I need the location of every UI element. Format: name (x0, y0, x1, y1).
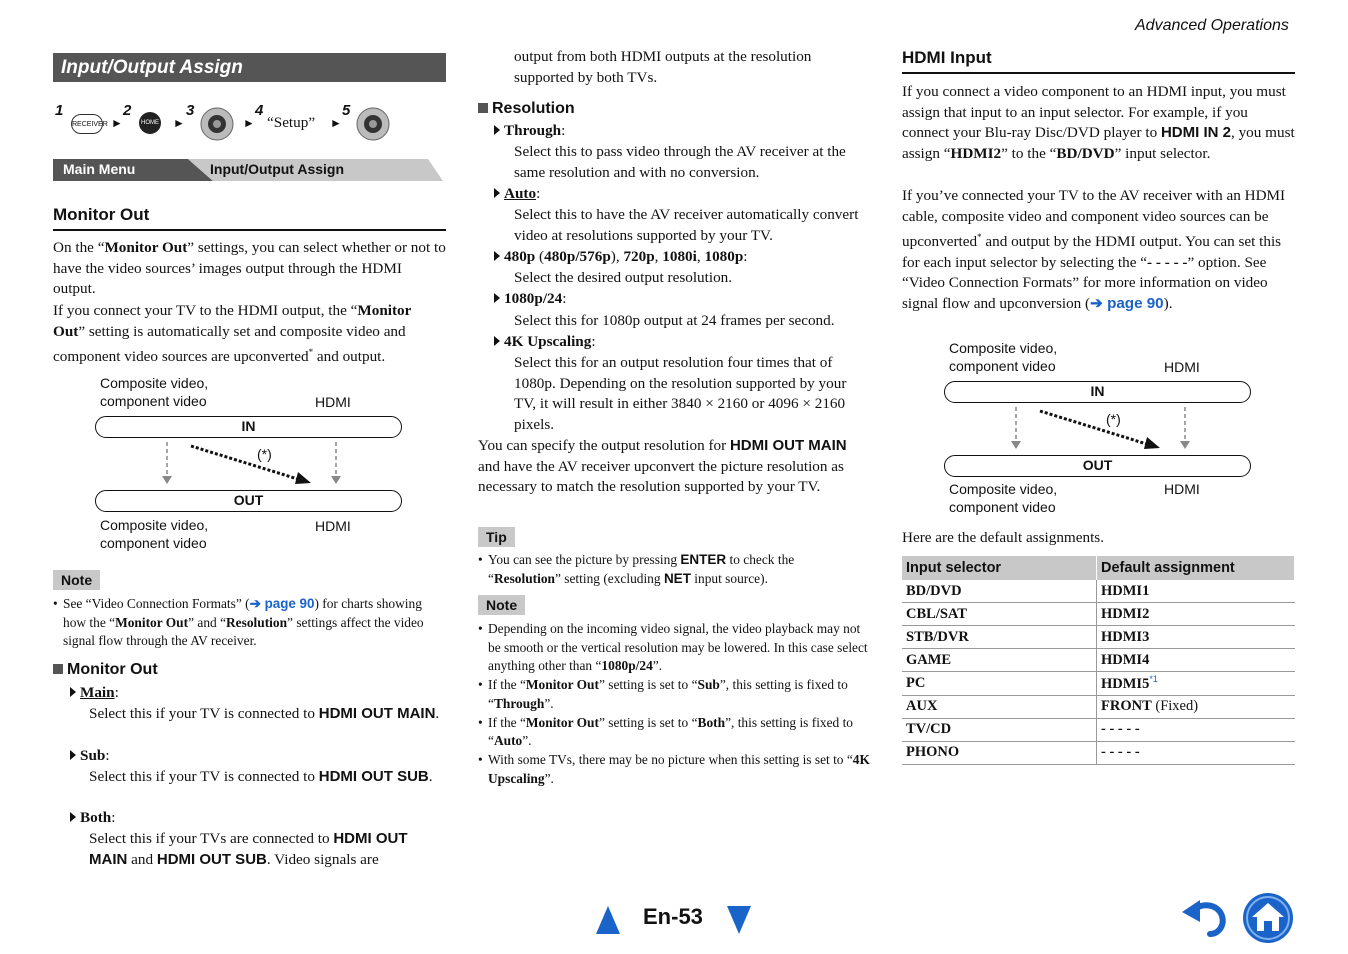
up-arrow-icon (596, 906, 620, 934)
option-sub: Sub: (70, 746, 110, 767)
monitor-out-heading: Monitor Out (53, 205, 150, 224)
section-title: Input/Output Assign (53, 53, 446, 82)
step-sequence (55, 102, 455, 142)
table-row: PHONO - - - - - (902, 741, 1295, 764)
signal-diagram (95, 374, 405, 554)
diagram-out-bar: OUT (944, 455, 1251, 477)
tip-label: Tip (478, 527, 515, 547)
note-label: Note (53, 570, 100, 590)
table-row: CBL/SAT HDMI2 (902, 603, 1295, 626)
note-label-2: Note (478, 595, 525, 615)
down-arrow-icon (727, 906, 751, 934)
diagram-bottom-left-label: Composite video, component video (100, 517, 209, 551)
option-through: Through: (494, 121, 565, 142)
breadcrumb (53, 159, 443, 183)
table-row: AUX FRONT (Fixed) (902, 695, 1295, 718)
page-90-link[interactable]: ➔ page 90 (1090, 295, 1164, 313)
note-item: • Depending on the incoming video signal, the video playback may not be smooth or the vertical resolution may be lowered. In this case select anything other than “1080p/24”. (478, 620, 870, 676)
table-row: BD/DVD HDMI1 (902, 580, 1295, 603)
both-desc-continued: output from both HDMI outputs at the resolution supported by both TVs. (514, 48, 812, 86)
arrow-right-icon: ► (111, 116, 123, 130)
breadcrumb-main: Main Menu (63, 161, 136, 177)
default-assignment-table (902, 556, 1295, 765)
step-number: 5 (342, 102, 351, 119)
diagram-bottom-right-label: HDMI (1164, 481, 1200, 497)
option-resolutions: 480p (480p/576p), 720p, 1080i, 1080p: (494, 247, 748, 268)
table-header-row (902, 556, 1295, 580)
step-number: 4 (255, 102, 264, 119)
tip-list (478, 551, 868, 588)
diagram-upconvert-mark: (*) (1106, 411, 1121, 427)
diagram-top-left-label: Composite video, component video (100, 375, 209, 409)
option-both-desc: Select this if your TVs are connected to HDMI OUT MAIN and HDMI OUT SUB. Video signals are (89, 830, 408, 868)
tip-item: • You can see the picture by pressing ENTER to check the “Resolution” setting (excluding NET input source). (478, 551, 868, 588)
square-bullet-icon (478, 103, 488, 113)
monitor-out-paragraph-2: If you connect your TV to the HDMI output, the “Monitor Out” setting is automatically set and composite video and component video sources are upconverted* and output. (53, 302, 412, 366)
option-auto-desc: Select this to have the AV receiver automatically convert video at resolutions supported by your TV. (514, 206, 859, 244)
note-list-2 (478, 620, 870, 788)
note-item: • With some TVs, there may be no picture when this setting is set to “4K Upscaling”. (478, 751, 870, 788)
table-row: STB/DVR HDMI3 (902, 626, 1295, 649)
next-page-button[interactable] (727, 906, 751, 934)
triangle-bullet-icon (494, 251, 500, 261)
option-4k: 4K Upscaling: (494, 332, 596, 353)
note-item: • If the “Monitor Out” setting is set to “Sub”, this setting is fixed to “Through”. (478, 676, 870, 713)
previous-page-button[interactable] (596, 906, 620, 934)
option-auto: Auto: (494, 184, 540, 205)
step-number: 2 (123, 102, 132, 119)
diagram-out-bar: OUT (95, 490, 402, 512)
resolution-paragraph: You can specify the output resolution for HDMI OUT MAIN and have the AV receiver upconvert the picture resolution as necessary to match the resolution supported by your TV. (478, 437, 847, 496)
monitor-out-paragraph-1: On the “Monitor Out” settings, you can select whether or not to have the video sources’ images output through the HDMI output. (53, 239, 446, 298)
diagram-in-bar: IN (944, 381, 1251, 403)
diagram-in-bar: IN (95, 416, 402, 438)
option-resolutions-desc: Select the desired output resolution. (514, 269, 733, 286)
table-header: Default assignment (1097, 556, 1295, 580)
option-main-desc: Select this if your TV is connected to HDMI OUT MAIN. (89, 705, 440, 722)
hdmi-input-paragraph-2: If you’ve connected your TV to the AV receiver with an HDMI cable, composite video and component video sources can be upconverted* and output by the HDMI output. You can set this for each input selector by selecting the “- - - - -” option. See “Video Connection Formats” for more information on video signal flow and upconversion (➔ page 90). (902, 187, 1286, 313)
receiver-button-icon: RECEIVER (71, 114, 103, 134)
monitor-out-subheading: Monitor Out (53, 661, 158, 679)
diagram-upconvert-mark: (*) (257, 446, 272, 462)
diagram-top-right-label: HDMI (315, 394, 351, 410)
home-icon (1242, 892, 1294, 944)
signal-diagram (944, 339, 1254, 519)
option-sub-desc: Select this if your TV is connected to HDMI OUT SUB. (89, 768, 433, 785)
triangle-bullet-icon (70, 812, 76, 822)
triangle-bullet-icon (70, 687, 76, 697)
chapter-title: Advanced Operations (1135, 17, 1289, 34)
diagram-top-left-label: Composite video, component video (949, 340, 1058, 374)
note-item: • If the “Monitor Out” setting is set to “Both”, this setting is fixed to “Auto”. (478, 714, 870, 751)
heading-rule (902, 72, 1295, 74)
cursor-pad-icon (356, 107, 390, 141)
diagram-bottom-left-label: Composite video, component video (949, 481, 1058, 515)
triangle-bullet-icon (494, 293, 500, 303)
triangle-bullet-icon (70, 750, 76, 760)
diagram-top-right-label: HDMI (1164, 359, 1200, 375)
step-number: 3 (186, 102, 195, 119)
arrow-right-icon: ► (243, 116, 255, 130)
arrow-right-icon: ► (173, 116, 185, 130)
option-through-desc: Select this to pass video through the AV receiver at the same resolution and with no conversion. (514, 143, 846, 181)
setup-label: “Setup” (267, 114, 316, 131)
hdmi-input-paragraph-1: If you connect a video component to an HDMI input, you must assign that input to an input selector. For example, if you connect your Blu-ray Disc/DVD player to HDMI IN 2, you must assign “HDMI2” to the “BD/DVD” input selector. (902, 83, 1295, 162)
diagram-bottom-right-label: HDMI (315, 518, 351, 534)
triangle-bullet-icon (494, 125, 500, 135)
page-number: En-53 (643, 904, 703, 929)
back-icon (1180, 896, 1228, 938)
table-row: GAME HDMI4 (902, 649, 1295, 672)
hdmi-input-heading: HDMI Input (902, 48, 992, 67)
triangle-bullet-icon (494, 336, 500, 346)
home-button-icon: HOME (139, 112, 161, 134)
arrow-right-icon: ► (330, 116, 342, 130)
cursor-pad-icon (200, 107, 234, 141)
footnote-link[interactable]: *1 (1149, 674, 1158, 684)
home-button[interactable] (1242, 892, 1294, 944)
breadcrumb-sub: Input/Output Assign (210, 161, 345, 177)
back-button[interactable] (1180, 896, 1228, 938)
option-both: Both: (70, 808, 115, 829)
page-90-link[interactable]: ➔ page 90 (249, 596, 315, 611)
option-1080p24-desc: Select this for 1080p output at 24 frames per second. (514, 312, 835, 329)
resolution-heading: Resolution (478, 100, 575, 118)
note-item: • See “Video Connection Formats” (➔ page 90) for charts showing how the “Monitor Out” and “Resolution” settings affect the video signal flow through the AV receiver. (53, 595, 433, 651)
table-row: TV/CD - - - - - (902, 718, 1295, 741)
defaults-intro: Here are the default assignments. (902, 529, 1104, 546)
triangle-bullet-icon (494, 188, 500, 198)
step-number: 1 (55, 102, 64, 119)
option-main: Main: (70, 683, 119, 704)
heading-rule (53, 229, 446, 231)
option-1080p24: 1080p/24: (494, 289, 566, 310)
option-4k-desc: Select this for an output resolution four times that of 1080p. Depending on the resolution supported by your TV, it will result in either 3840 × 2160 or 4096 × 2160 pixels. (514, 354, 847, 433)
table-header: Input selector (902, 556, 1097, 580)
note-list (53, 595, 433, 651)
table-row: PC HDMI5$^{*1}$ (902, 672, 1295, 696)
square-bullet-icon (53, 664, 63, 674)
